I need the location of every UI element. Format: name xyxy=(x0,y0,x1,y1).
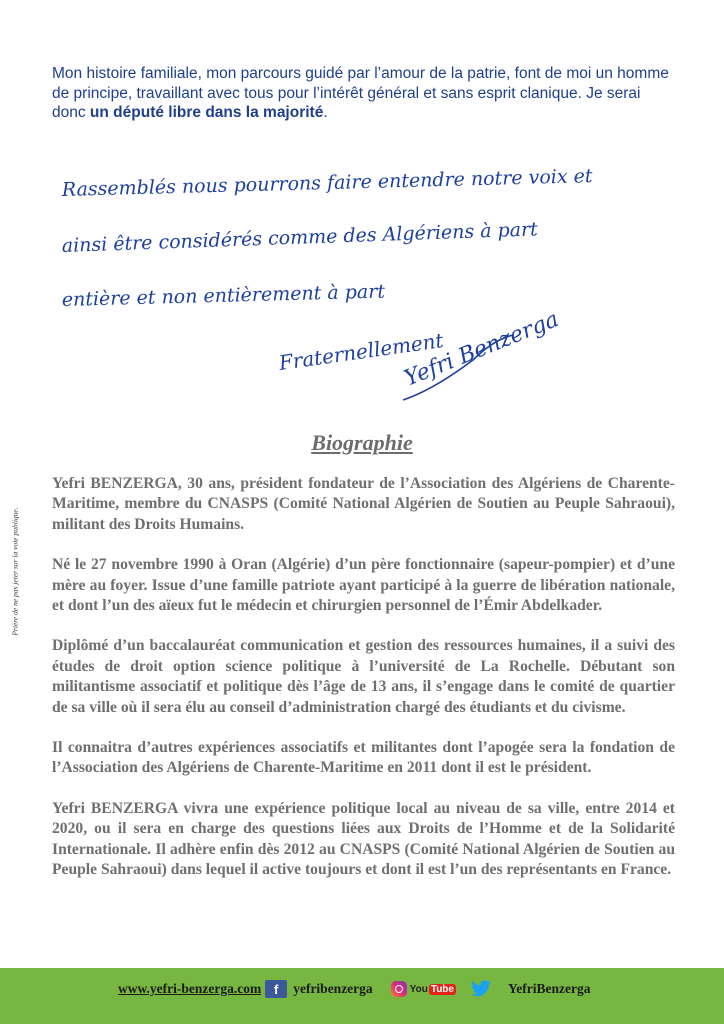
intro-text: Mon histoire familiale, mon parcours guidé par l’amour de la patrie, font de moi un homme de principe, travaillant avec tous pour l’intérêt général et sans esprit clanique. Je serai donc xyxy=(52,65,669,121)
biography-paragraph: Yefri BENZERGA, 30 ans, président fondateur de l’Association des Algériens de Charente-Maritime, membre du CNASPS (Comité National Algérien de Soutien au Peuple Sahraoui), militant des Droits Humains. xyxy=(52,475,675,533)
biography-title: Biographie xyxy=(311,430,413,455)
handwriting-line-2: ainsi être considérés comme des Algériens à part xyxy=(61,218,539,257)
youtube-tube: Tube xyxy=(430,983,454,995)
intro-paragraph xyxy=(52,64,674,123)
instagram-icon[interactable] xyxy=(391,981,407,997)
website-link[interactable]: www.yefri-benzerga.com xyxy=(118,981,262,996)
signature: Yefri Benzerga xyxy=(400,306,563,392)
handwritten-message xyxy=(58,160,658,415)
biography-paragraph: Yefri BENZERGA vivra une expérience politique local au niveau de sa ville, entre 2014 et 2020, ou il sera en charge des questions liées aux Droits de l’Homme et de la Solidarité Internationale. Il adhère enfin dès 2012 au CNASPS (Comité National Algérien de Soutien au Peuple Sahraoui) dans lequel il active toujours et dont il est l’un des représentants en France. xyxy=(52,799,675,879)
biography-paragraph: Il connaitra d’autres expériences associatifs et militantes dont l’apogée sera la fondation de l’Association des Algériens de Charente-Maritime en 2011 dont il est le président. xyxy=(52,739,675,777)
biography-section xyxy=(52,474,675,901)
biography-paragraph: Né le 27 novembre 1990 à Oran (Algérie) d’un père fonctionnaire (sapeur-pompier) et d’une mère au foyer. Issue d’une famille patriote ayant participé à la guerre de libération nationale, et dont l’un des aïeux fut le médecin et chirurgien personnel de l’Émir Abdelkader. xyxy=(52,556,675,615)
twitter-handle[interactable]: YefriBenzerga xyxy=(507,981,591,996)
biography-paragraph: Diplômé d’un baccalauréat communication et gestion des ressources humaines, il a suivi des études de droit option science politique à l’université de La Rochelle. Débutant son militantisme associatif et politique dès l’âge de 13 ans, il s’engage dans le comité de quartier de sa ville où il sera élu au conseil d’administration chargé des étudiants et du civisme. xyxy=(52,637,675,716)
youtube-icon[interactable] xyxy=(410,984,456,995)
handwriting-closing: Fraternellement xyxy=(277,328,445,375)
footer-links xyxy=(118,976,638,1002)
youtube-you: You xyxy=(409,983,428,995)
side-note: Prière de ne pas jeter sur la voie publique. xyxy=(10,507,20,636)
intro-end: . xyxy=(323,104,328,121)
intro-bold-text: un député libre dans la majorité xyxy=(89,104,324,121)
handwriting-line-3: entière et non entièrement à part xyxy=(61,280,386,311)
handwriting-svg xyxy=(58,160,658,415)
twitter-icon[interactable] xyxy=(470,980,492,998)
facebook-handle[interactable]: yefribenzerga xyxy=(293,981,373,996)
facebook-glyph: f xyxy=(274,981,279,997)
handwriting-line-1: Rassemblés nous pourrons faire entendre notre voix et xyxy=(61,165,593,201)
facebook-icon[interactable] xyxy=(265,980,287,998)
